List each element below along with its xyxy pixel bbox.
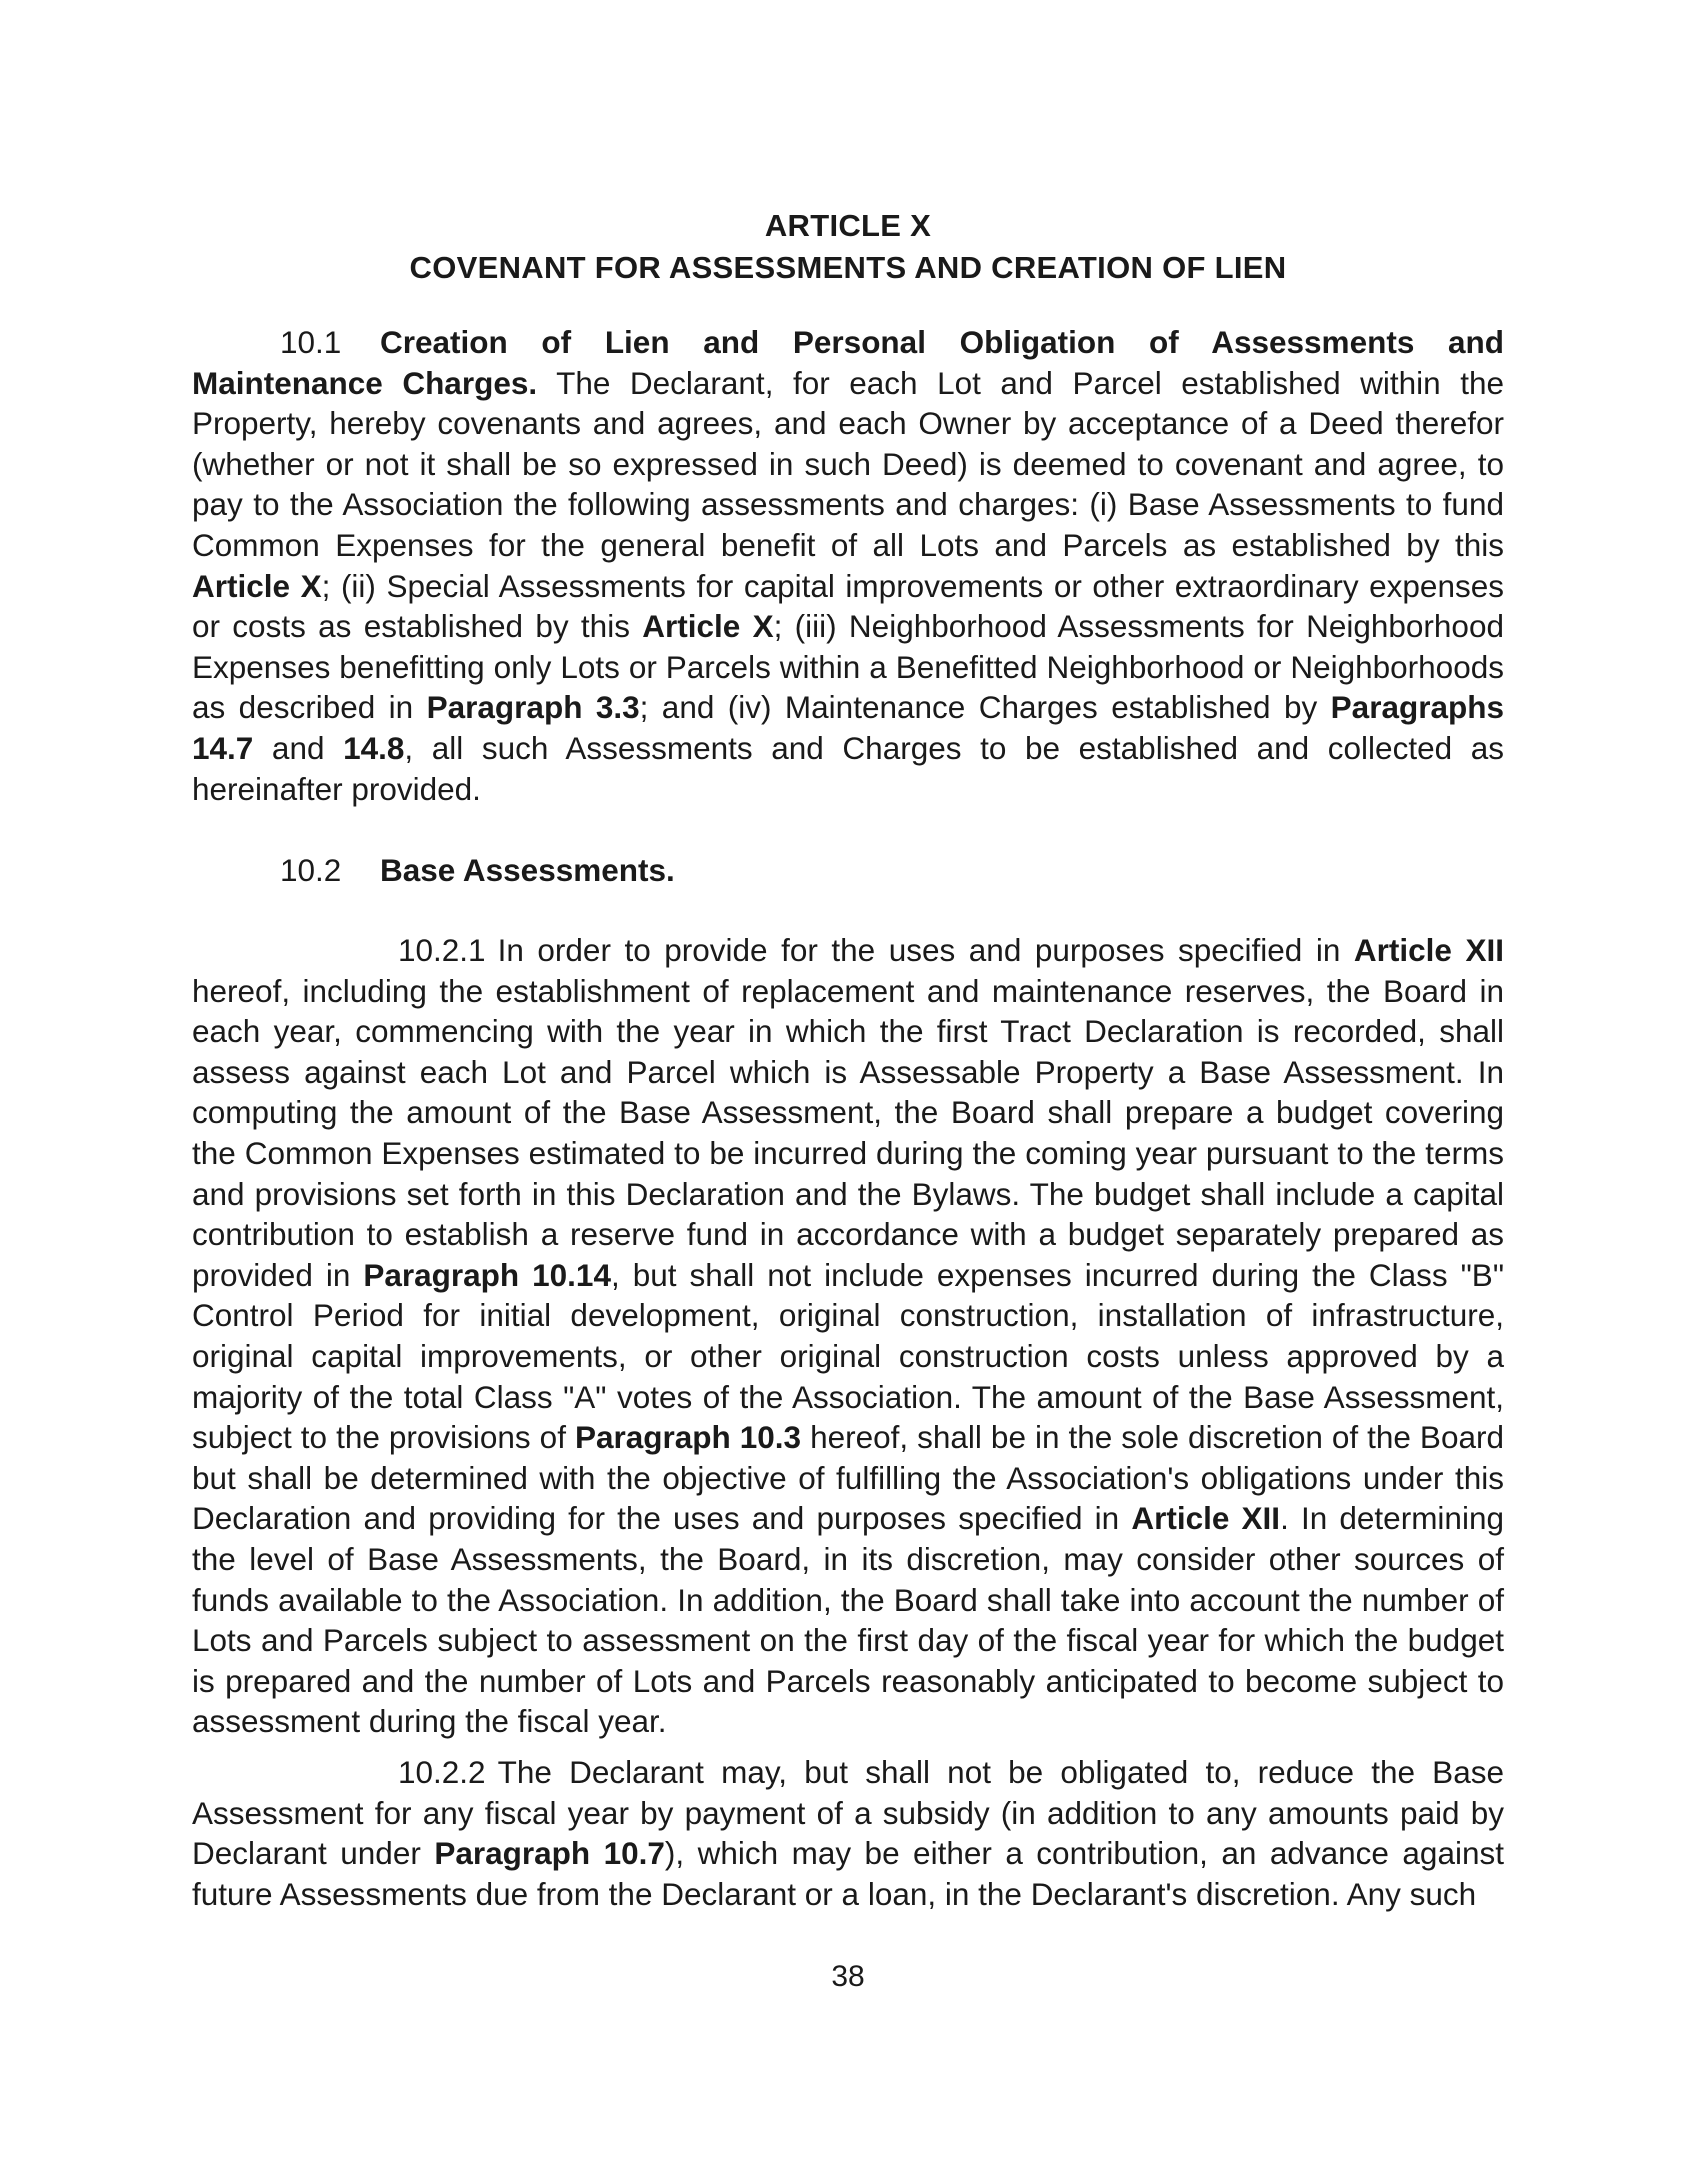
- body-text: ), which may be either a contribution, an advance against future Assessments due from the Declarant or a loan, in the Declarant's discretion. Any such: [192, 1835, 1504, 1912]
- body-text: and: [253, 729, 344, 766]
- body-text: , all such Assessments and Charges to be established and collected as hereinafter provided.: [192, 729, 1504, 807]
- body-text: The Declarant may, but shall not be obligated to, reduce the Base Assessment for any fiscal year by payment of a subsidy (in addition to any amounts paid by Declarant under: [192, 1754, 1504, 1872]
- body-text: The Declarant, for each Lot and Parcel established within the Property, hereby covenants and agrees, and each Owner by acceptance of a Deed therefor (whether or not it shall be so expressed in such Deed) is deemed to covenant and agree, to pay to the Association the following assessments and charges: (i) Base Assessments to fund Common Expenses for the general benefit of all Lots and Parcels as established by this: [192, 364, 1504, 563]
- body-text: hereof, shall be in the sole discretion of the Board but shall be determined with the objective of fulfilling the Association's obligations under this Declaration and providing for the uses and purposes specified in: [192, 1419, 1504, 1537]
- paragraph-10-2: [192, 850, 1504, 891]
- cross-reference: Paragraph 10.7: [434, 1835, 665, 1872]
- cross-reference: Paragraphs 14.7: [192, 689, 1504, 766]
- body-text: ; and (iv) Maintenance Charges established by: [639, 689, 1331, 726]
- section-heading: Base Assessments.: [380, 852, 675, 888]
- cross-reference: Article XII: [1131, 1500, 1281, 1537]
- section-10-1: [192, 322, 1504, 809]
- section-10-2-1: [192, 930, 1504, 1742]
- cross-reference: 14.8: [343, 729, 405, 766]
- cross-reference: Article X: [192, 567, 322, 604]
- body-text: . In determining the level of Base Assessments, the Board, in its discretion, may consider other sources of funds available to the Association. In addition, the Board shall take into account the number of Lots and Parcels subject to assessment on the first day of the fiscal year for which the budget is prepared and the number of Lots and Parcels reasonably anticipated to become subject to assessment during the fiscal year.: [192, 1500, 1504, 1740]
- article-title: COVENANT FOR ASSESSMENTS AND CREATION OF LIEN: [409, 250, 1287, 285]
- cross-reference: Article XII: [1353, 932, 1504, 968]
- section-10-2-2: [192, 1752, 1504, 1914]
- page-number: 38: [831, 1960, 865, 1993]
- section-number: 10.2.2: [398, 1754, 486, 1790]
- paragraph-10-2-2: [192, 1752, 1504, 1914]
- article-number: ARTICLE X: [764, 208, 932, 243]
- cross-reference: Paragraph 10.14: [363, 1256, 611, 1293]
- section-number: 10.2: [280, 852, 342, 888]
- section-heading: Creation of Lien and Personal Obligation of Assessments and Maintenance Charges.: [192, 324, 1504, 401]
- body-text: ; (ii) Special Assessments for capital improvements or other extraordinary expenses or costs as established by this: [192, 567, 1504, 645]
- paragraph-10-1: [192, 322, 1504, 809]
- cross-reference: Article X: [642, 608, 774, 645]
- article-header: [0, 205, 1696, 289]
- cross-reference: Paragraph 10.3: [574, 1419, 802, 1456]
- section-10-2: [192, 850, 1504, 891]
- section-number: 10.1: [280, 324, 342, 360]
- body-text: ; (iii) Neighborhood Assessments for Neighborhood Expenses benefitting only Lots or Parcels within a Benefitted Neighborhood or Neighborhoods as described in: [192, 608, 1504, 726]
- body-text: In order to provide for the uses and purposes specified in: [497, 932, 1354, 968]
- body-text: , but shall not include expenses incurred during the Class "B" Control Period for initial development, original construction, installation of infrastructure, original capital improvements, or other original construction costs unless approved by a majority of the total Class "A" votes of the Association. The amount of the Base Assessment, subject to the provisions of: [192, 1256, 1505, 1456]
- cross-reference: Paragraph 3.3: [426, 689, 640, 726]
- paragraph-10-2-1: [192, 930, 1504, 1742]
- section-number: 10.2.1: [398, 932, 486, 968]
- body-text: hereof, including the establishment of replacement and maintenance reserves, the Board in each year, commencing with the year in which the first Tract Declaration is recorded, shall assess against each Lot and Parcel which is Assessable Property a Base Assessment. In computing the amount of the Base Assessment, the Board shall prepare a budget covering the Common Expenses estimated to be incurred during the coming year pursuant to the terms and provisions set forth in this Declaration and the Bylaws. The budget shall include a capital contribution to establish a reserve fund in accordance with a budget separately prepared as provided in: [192, 972, 1504, 1293]
